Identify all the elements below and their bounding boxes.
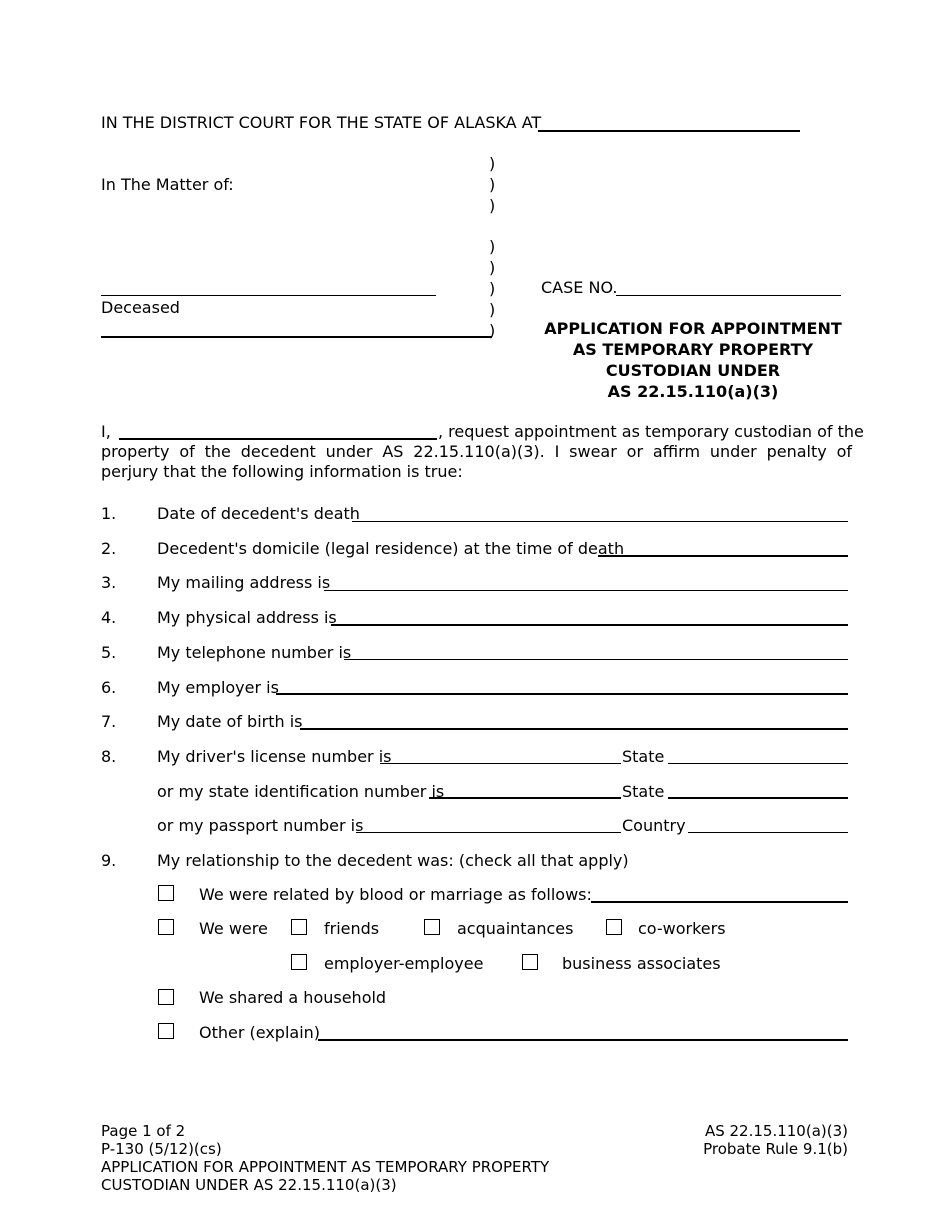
birth-date-field[interactable]	[300, 728, 848, 730]
license-state-field[interactable]	[668, 763, 848, 764]
related-checkbox[interactable]	[158, 885, 174, 901]
employer-employee-label: employer-employee	[324, 954, 484, 973]
household-label: We shared a household	[199, 988, 387, 1007]
related-label: We were related by blood or marriage as follows:	[199, 885, 592, 904]
death-date-field[interactable]	[352, 521, 848, 522]
state-id-number-field[interactable]	[429, 797, 621, 799]
other-explanation-field[interactable]	[318, 1039, 848, 1041]
domicile-field[interactable]	[598, 555, 848, 557]
employer-field[interactable]	[276, 693, 848, 695]
license-number-field[interactable]	[380, 763, 621, 764]
other-label: Other (explain)	[199, 1023, 321, 1042]
business-associates-checkbox[interactable]	[522, 954, 538, 970]
footer-statute: AS 22.15.110(a)(3)	[704, 1122, 848, 1140]
footer-left	[101, 1122, 549, 1194]
intro-paragraph: property of the decedent under AS 22.15.110(a)(3). I swear or affirm under penalty of perjury that the following information is true:	[101, 442, 852, 481]
we-were-label: We were	[199, 919, 268, 938]
coworkers-checkbox[interactable]	[606, 919, 622, 935]
document-title: APPLICATION FOR APPOINTMENT AS TEMPORARY PROPERTY CUSTODIAN UNDER AS 22.15.110(a)(3)	[544, 319, 842, 401]
decedent-name-field[interactable]	[101, 295, 436, 296]
form-number: P-130 (5/12)(cs)	[101, 1140, 222, 1158]
case-number-field[interactable]	[616, 295, 841, 296]
court-heading: IN THE DISTRICT COURT FOR THE STATE OF ALASKA AT	[101, 113, 542, 132]
passport-country-field[interactable]	[688, 832, 848, 833]
acquaintances-checkbox[interactable]	[424, 919, 440, 935]
friends-checkbox[interactable]	[291, 919, 307, 935]
court-location-field[interactable]	[538, 130, 800, 132]
other-checkbox[interactable]	[158, 1023, 174, 1039]
page-number: Page 1 of 2	[101, 1122, 186, 1140]
case-number-label: CASE NO.	[541, 278, 618, 297]
acquaintances-label: acquaintances	[457, 919, 574, 938]
deceased-label: Deceased	[101, 298, 180, 317]
intro-prefix: I,	[101, 422, 111, 441]
passport-number-field[interactable]	[356, 832, 621, 833]
footer-rule: Probate Rule 9.1(b)	[703, 1140, 848, 1158]
we-were-checkbox[interactable]	[158, 919, 174, 935]
household-checkbox[interactable]	[158, 989, 174, 1005]
state-id-state-field[interactable]	[668, 797, 848, 799]
form-name-line1: APPLICATION FOR APPOINTMENT AS TEMPORARY PROPERTY	[101, 1158, 550, 1176]
coworkers-label: co-workers	[638, 919, 726, 938]
physical-address-field[interactable]	[331, 624, 848, 626]
telephone-field[interactable]	[344, 659, 848, 660]
applicant-name-field[interactable]	[119, 438, 437, 440]
business-associates-label: business associates	[562, 954, 721, 973]
mailing-address-field[interactable]	[324, 590, 848, 591]
matter-label: In The Matter of:	[101, 175, 234, 194]
friends-label: friends	[324, 919, 380, 938]
form-name-line2: CUSTODIAN UNDER AS 22.15.110(a)(3)	[101, 1176, 397, 1194]
intro-suffix: , request appointment as temporary custodian of the	[438, 422, 864, 441]
related-explanation-field[interactable]	[591, 901, 848, 903]
caption-underline	[101, 336, 492, 338]
footer-right	[648, 1122, 848, 1158]
employer-employee-checkbox[interactable]	[291, 954, 307, 970]
